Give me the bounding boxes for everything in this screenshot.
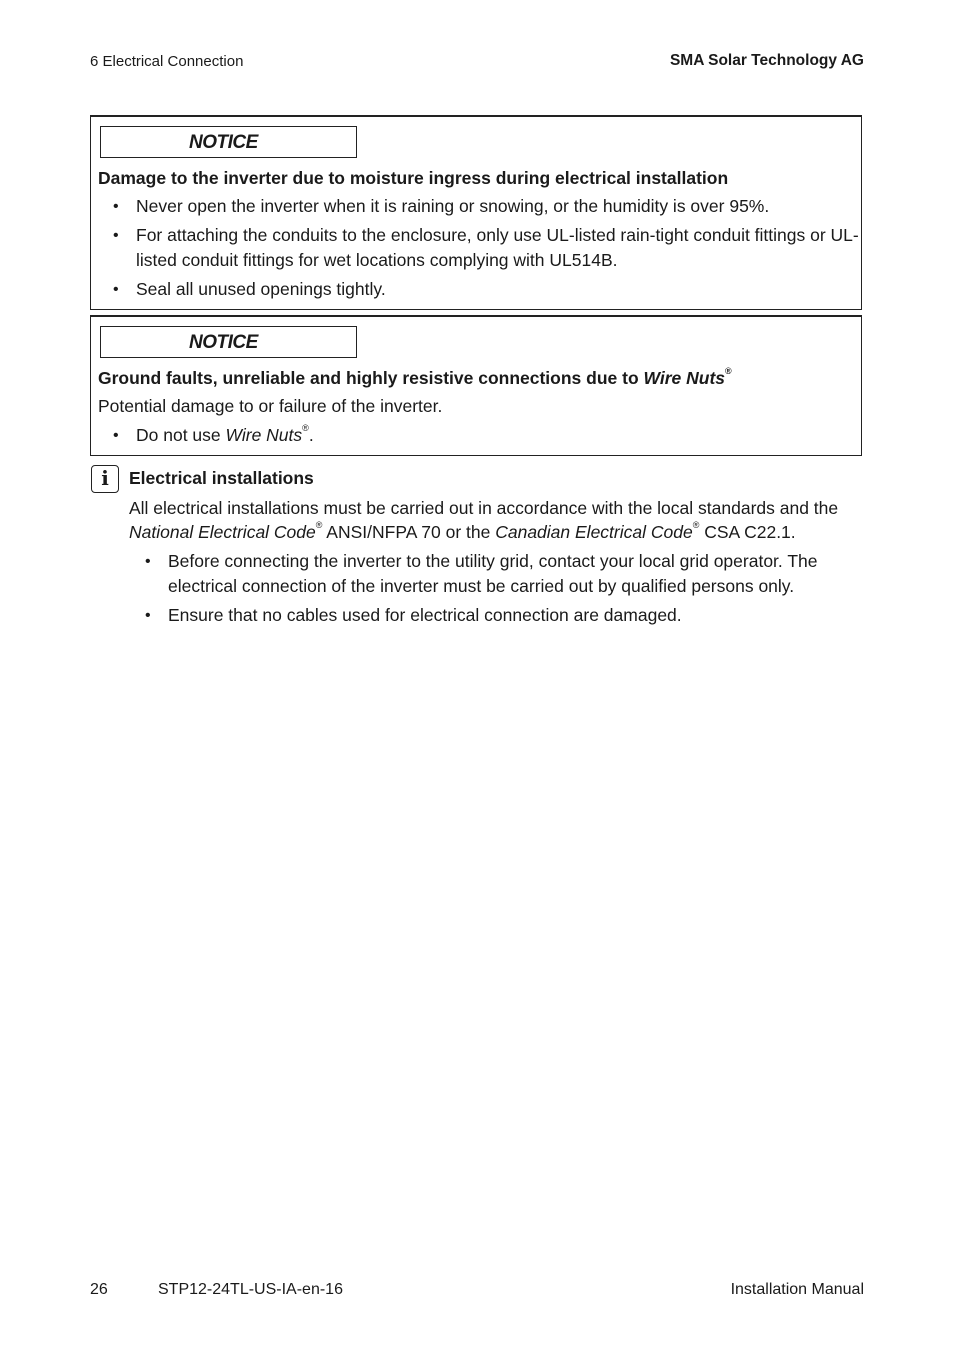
list-item-continuation: electrical connection of the inverter must be carried out by qualified persons only.	[168, 576, 795, 596]
bullet-icon: •	[145, 553, 151, 570]
notice-title	[98, 368, 732, 389]
registered-mark: ®	[302, 423, 309, 433]
trademark-name: Wire Nuts	[225, 425, 303, 445]
paragraph-text: ANSI/NFPA 70 or the	[322, 522, 496, 542]
list-item-text: Do not use	[136, 425, 226, 445]
document-id: STP12-24TL-US-IA-en-16	[158, 1281, 343, 1298]
list-item: For attaching the conduits to the enclosure, only use UL-listed rain-tight conduit fittings or UL-	[136, 225, 859, 245]
notice-label: NOTICE	[100, 126, 357, 158]
info-paragraph-line	[129, 522, 796, 543]
notice-title-text: Ground faults, unreliable and highly resistive connections due to	[98, 368, 644, 388]
header-section-title: 6 Electrical Connection	[90, 53, 244, 70]
bullet-icon: •	[113, 427, 119, 444]
registered-mark: ®	[692, 520, 700, 530]
list-item-continuation: listed conduit fittings for wet locations complying with UL514B.	[136, 250, 618, 270]
registered-mark: ®	[725, 366, 732, 376]
list-item: Ensure that no cables used for electrical connection are damaged.	[168, 605, 682, 625]
registered-mark: ®	[315, 520, 323, 530]
bullet-icon: •	[113, 198, 119, 215]
list-item: Never open the inverter when it is raining or snowing, or the humidity is over 95%.	[136, 196, 770, 216]
notice-label: NOTICE	[100, 326, 357, 358]
list-item: Seal all unused openings tightly.	[136, 279, 386, 299]
page-number: 26	[90, 1281, 108, 1298]
notice-title: Damage to the inverter due to moisture ingress during electrical installation	[98, 168, 729, 188]
document-type: Installation Manual	[730, 1281, 864, 1298]
info-icon: i	[91, 465, 119, 493]
header-company-name: SMA Solar Technology AG	[669, 52, 864, 69]
info-paragraph-line: All electrical installations must be carried out in accordance with the local standards and the	[129, 498, 839, 518]
bullet-icon: •	[113, 227, 119, 244]
bullet-icon: •	[113, 281, 119, 298]
info-title: Electrical installations	[129, 468, 314, 488]
list-item	[136, 425, 314, 446]
trademark-name: Wire Nuts	[643, 368, 726, 388]
notice-description: Potential damage to or failure of the inverter.	[98, 396, 443, 416]
bullet-icon: •	[145, 607, 151, 624]
list-item-suffix: .	[308, 425, 314, 445]
code-name: National Electrical Code	[129, 522, 316, 542]
list-item: Before connecting the inverter to the utility grid, contact your local grid operator. The	[168, 551, 818, 571]
code-name: Canadian Electrical Code	[495, 522, 693, 542]
paragraph-text: CSA C22.1.	[699, 522, 796, 542]
